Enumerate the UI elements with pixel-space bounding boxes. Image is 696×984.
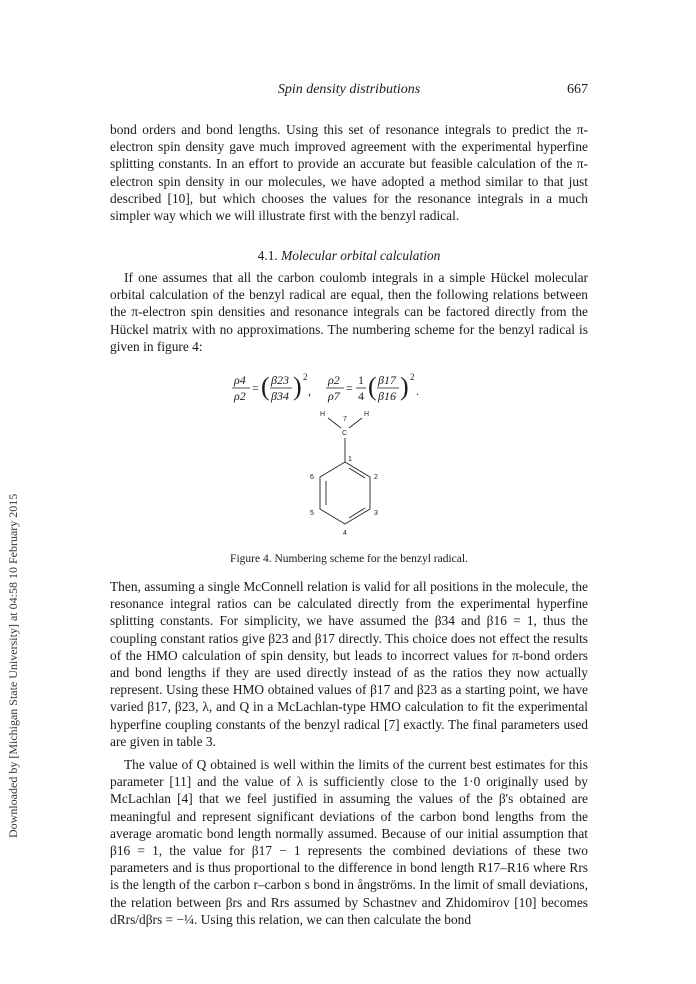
eq-equals-1: = [252,381,259,395]
eq-rhs1-den: β34 [271,389,289,403]
eq-coef-den: 4 [358,389,364,403]
atom-label-7: 7 [343,416,347,423]
benzyl-radical-figure [270,405,420,545]
paragraph-4: The value of Q obtained is well within the limits of the current best estimates for this parameter [11] and the value of λ is sufficiently close to the 1·0 originally used by McLachlan [4] that we feel justified in assuming the values of the β's obtained are meaningful and represent significant deviations of the carbon bond lengths from the average aromatic bond length normally assumed. Because of our initial assumption that β16 = 1, the value for β17 − 1 represents the combined deviations of these two parameters and is thus proportional to the difference in bond length R17–R16 where Rrs is the length of the carbon r–carbon s bond in ångströms. In the limit of small deviations, the relation between βrs and Rrs assumed by Schastnev and Zhidomirov [10] becomes dRrs/dβrs = −¼. Using this relation, we can then calculate the bond [110,757,588,927]
atom-label-3: 3 [374,510,378,517]
eq-lhs1-num: ρ4 [234,373,246,387]
eq-rhs2-den: β16 [378,389,396,403]
section-number: 4.1. [257,248,278,263]
spin-density-equation [230,371,470,405]
running-header [110,82,588,102]
eq-exponent-1: 2 [303,372,308,382]
atom-label-5: 5 [310,510,314,517]
eq-period: . [416,384,419,398]
atom-label-4: 4 [343,530,347,537]
eq-lhs1-den: ρ2 [234,389,246,403]
atom-label-2: 2 [374,474,378,481]
eq-lhs2-den: ρ7 [328,389,340,403]
eq-paren-close-1: ) [293,372,302,401]
eq-rhs1-num: β23 [271,373,289,387]
equation-svg [230,371,470,405]
eq-rhs2-num: β17 [378,373,396,387]
eq-lhs2-num: ρ2 [328,373,340,387]
paragraph-intro: bond orders and bond lengths. Using this set of resonance integrals to predict the π-electron spin density gave much improved agreement with the experimental hyperfine splitting constants. In an effort to provide an accurate but feasible calculation of the π-electron spin density in our molecules, we have adopted a method similar to that just described [10], but which chooses the values for the resonance integrals in a much simpler way which we will illustrate first with the benzyl radical. [110,122,588,224]
atom-label-c: C [342,430,348,437]
atom-label-h-left: H [320,411,326,418]
eq-coef-num: 1 [358,373,364,387]
benzyl-structure-diagram [270,405,420,545]
running-title: Spin density distributions [277,82,421,97]
eq-comma: , [308,384,311,398]
eq-exponent-2: 2 [410,372,415,382]
atom-label-1: 1 [348,456,352,463]
atom-label-h-right: H [364,411,370,418]
eq-paren-close-2: ) [400,372,409,401]
paragraph-3: Then, assuming a single McConnell relation is valid for all positions in the molecule, the resonance integral ratios can be calculated directly from the experimental hyperfine splitting constants. For simplicity, we have assumed the β34 and β16 = 1, thus the coupling constant ratios give β23 and β17 directly. This choice does not effect the results of the HMO calculation of spin density, but leads to incorrect values for π-bond orders and bond lengths if they are used directly instead of as the ratios they now actually represent. Using these HMO obtained values of β17 and β23 as a starting point, we have varied β17, β23, λ, and Q in a McLachlan-type HMO calculation to fit the experimental hyperfine coupling constants of the benzyl radical [7] exactly. The final parameters used are given in table 3. [110,579,588,749]
eq-paren-open-1: ( [261,372,270,401]
figure-caption: Figure 4. Numbering scheme for the benzyl radical. [230,553,468,565]
eq-paren-open-2: ( [368,372,377,401]
download-watermark: Downloaded by [Michigan State University] at 04:58 10 February 2015 [6,493,20,838]
atom-label-6: 6 [310,474,314,481]
section-title: Molecular orbital calculation [281,248,441,263]
paragraph-2: If one assumes that all the carbon coulomb integrals in a simple Hückel molecular orbital calculation of the benzyl radical are equal, then the following relations between the π-electron spin densities and resonance integrals can be factored directly from the Hückel matrix with no approximations. The numbering scheme for the benzyl radical is given in figure 4: [110,270,588,354]
eq-equals-2: = [346,381,353,395]
section-heading [110,248,588,264]
page-number: 667 [567,82,588,97]
